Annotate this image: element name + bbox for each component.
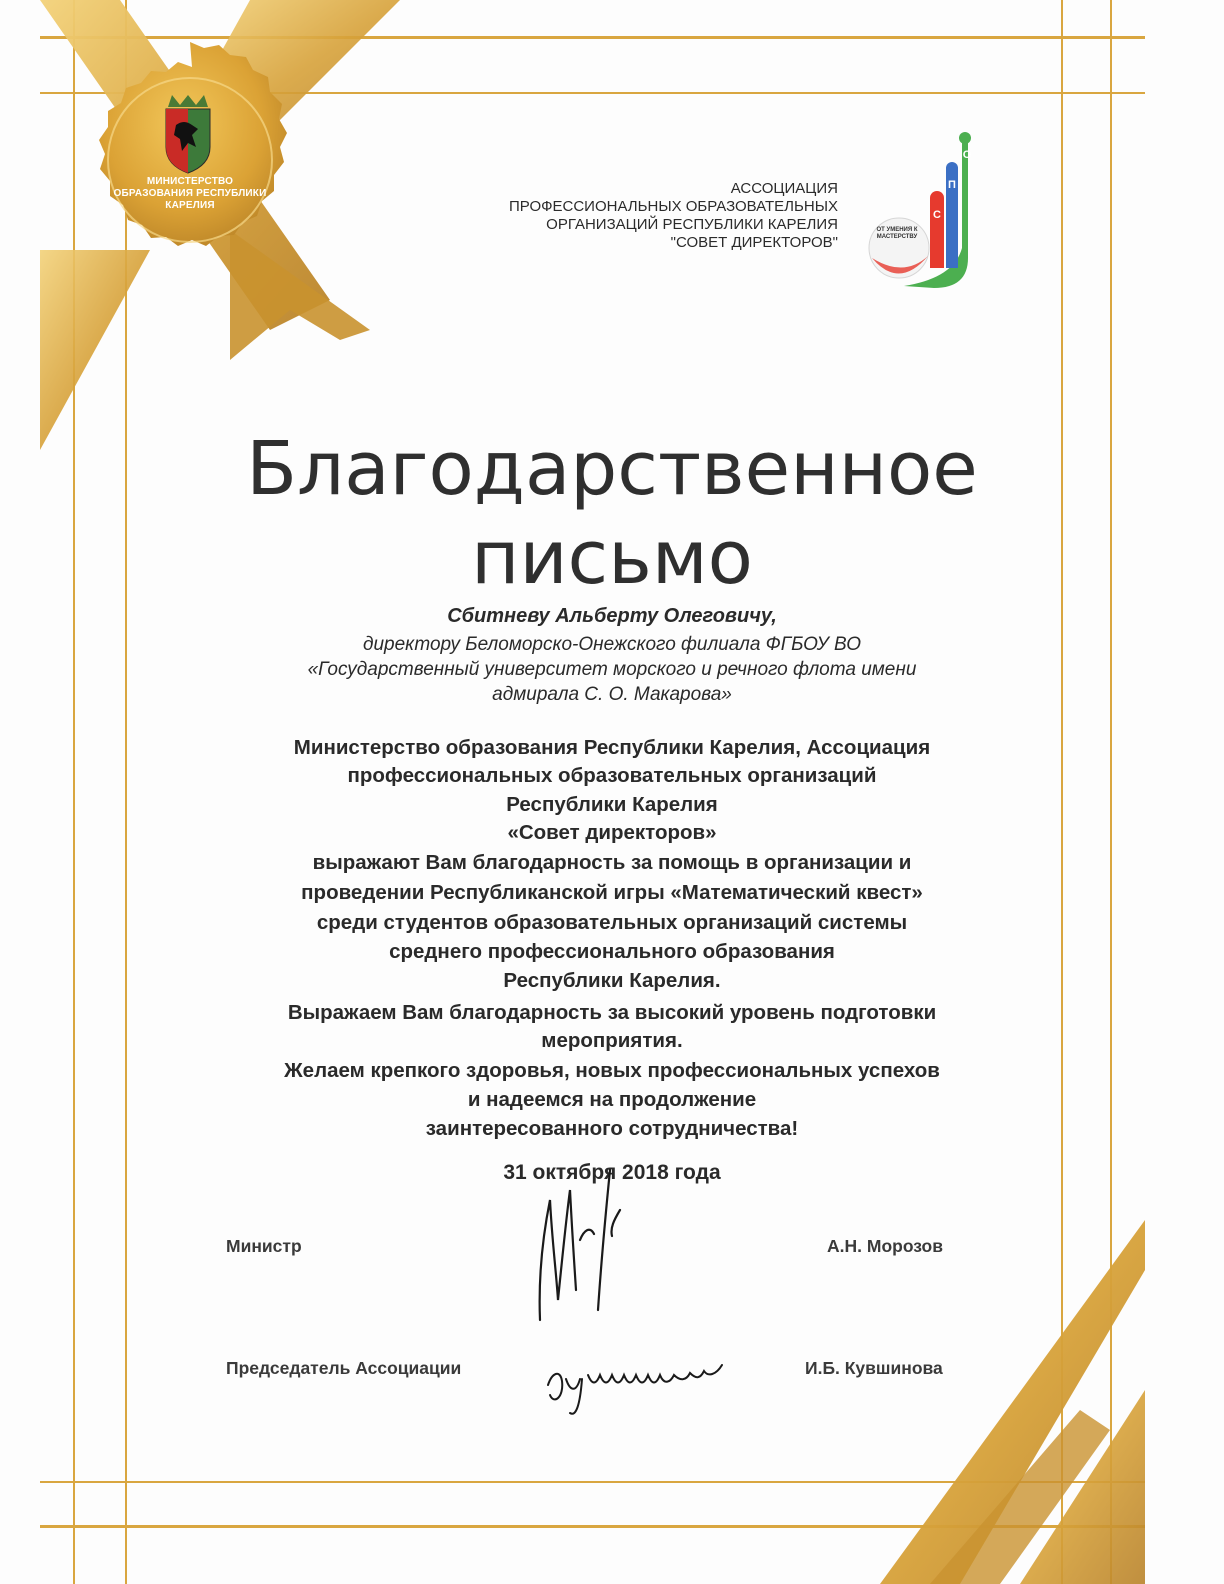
body-line: профессиональных образовательных организаций — [347, 764, 877, 787]
letter-title-line-1: Благодарственное — [246, 426, 978, 512]
chair-name: И.Б. Кувшинова — [805, 1358, 943, 1378]
body-line: и надеемся на продолжение — [467, 1088, 757, 1111]
recipient-name: Сбитневу Альберту Олеговичу, — [447, 605, 777, 627]
body-line: Республики Карелия. — [503, 969, 721, 992]
minister-name: А.Н. Морозов — [827, 1236, 943, 1256]
association-header — [378, 180, 838, 252]
coat-of-arms-karelia-icon — [166, 95, 210, 173]
recipient-position-line: директору Беломорско-Онежского филиала ФГБОУ ВО — [362, 634, 862, 655]
letter-title-line-2: письмо — [471, 515, 753, 601]
spo-association-logo-icon — [864, 128, 994, 298]
body-line: мероприятия. — [541, 1029, 683, 1052]
logo-letter-s: С — [933, 209, 941, 221]
body-line: выражают Вам благодарность за помощь в организации и — [312, 851, 912, 874]
body-line: Выражаем Вам благодарность за высокий уровень подготовки — [287, 1001, 937, 1024]
body-line: заинтересованного сотрудничества! — [425, 1117, 799, 1140]
body-line: «Совет директоров» — [507, 821, 717, 844]
minister-signature-icon — [510, 1150, 670, 1330]
logo-letter-p: П — [948, 179, 956, 191]
body-line: проведении Республиканской игры «Математический квест» — [301, 881, 923, 904]
association-line: "СОВЕТ ДИРЕКТОРОВ" — [670, 234, 838, 251]
association-line: ПРОФЕССИОНАЛЬНЫХ ОБРАЗОВАТЕЛЬНЫХ — [508, 198, 838, 215]
letter-date: 31 октября 2018 года — [503, 1161, 721, 1184]
association-line: АССОЦИАЦИЯ — [730, 180, 838, 197]
recipient-position-line: «Государственный университет морского и речного флота имени — [307, 659, 917, 680]
recipient-position-line: адмирала С. О. Макарова» — [492, 684, 732, 705]
logo-motto: ОТ УМЕНИЯ К МАСТЕРСТВУ — [876, 227, 918, 240]
chair-signature-icon — [540, 1345, 760, 1425]
body-line: Желаем крепкого здоровья, новых профессиональных успехов — [284, 1059, 940, 1082]
body-line: Министерство образования Республики Карелия, Ассоциация — [293, 736, 931, 759]
ministry-seal-text: МИНИСТЕРСТВО ОБРАЗОВАНИЯ РЕСПУБЛИКИ КАРЕЛИЯ — [113, 176, 267, 211]
chair-title: Председатель Ассоциации — [226, 1358, 462, 1378]
minister-title: Министр — [226, 1236, 302, 1256]
body-line: среднего профессионального образования — [389, 940, 835, 963]
logo-letter-o: О — [962, 149, 972, 161]
body-line: среди студентов образовательных организаций системы — [316, 911, 908, 934]
body-line: Республики Карелия — [506, 793, 718, 816]
association-line: ОРГАНИЗАЦИЙ РЕСПУБЛИКИ КАРЕЛИЯ — [546, 216, 838, 233]
